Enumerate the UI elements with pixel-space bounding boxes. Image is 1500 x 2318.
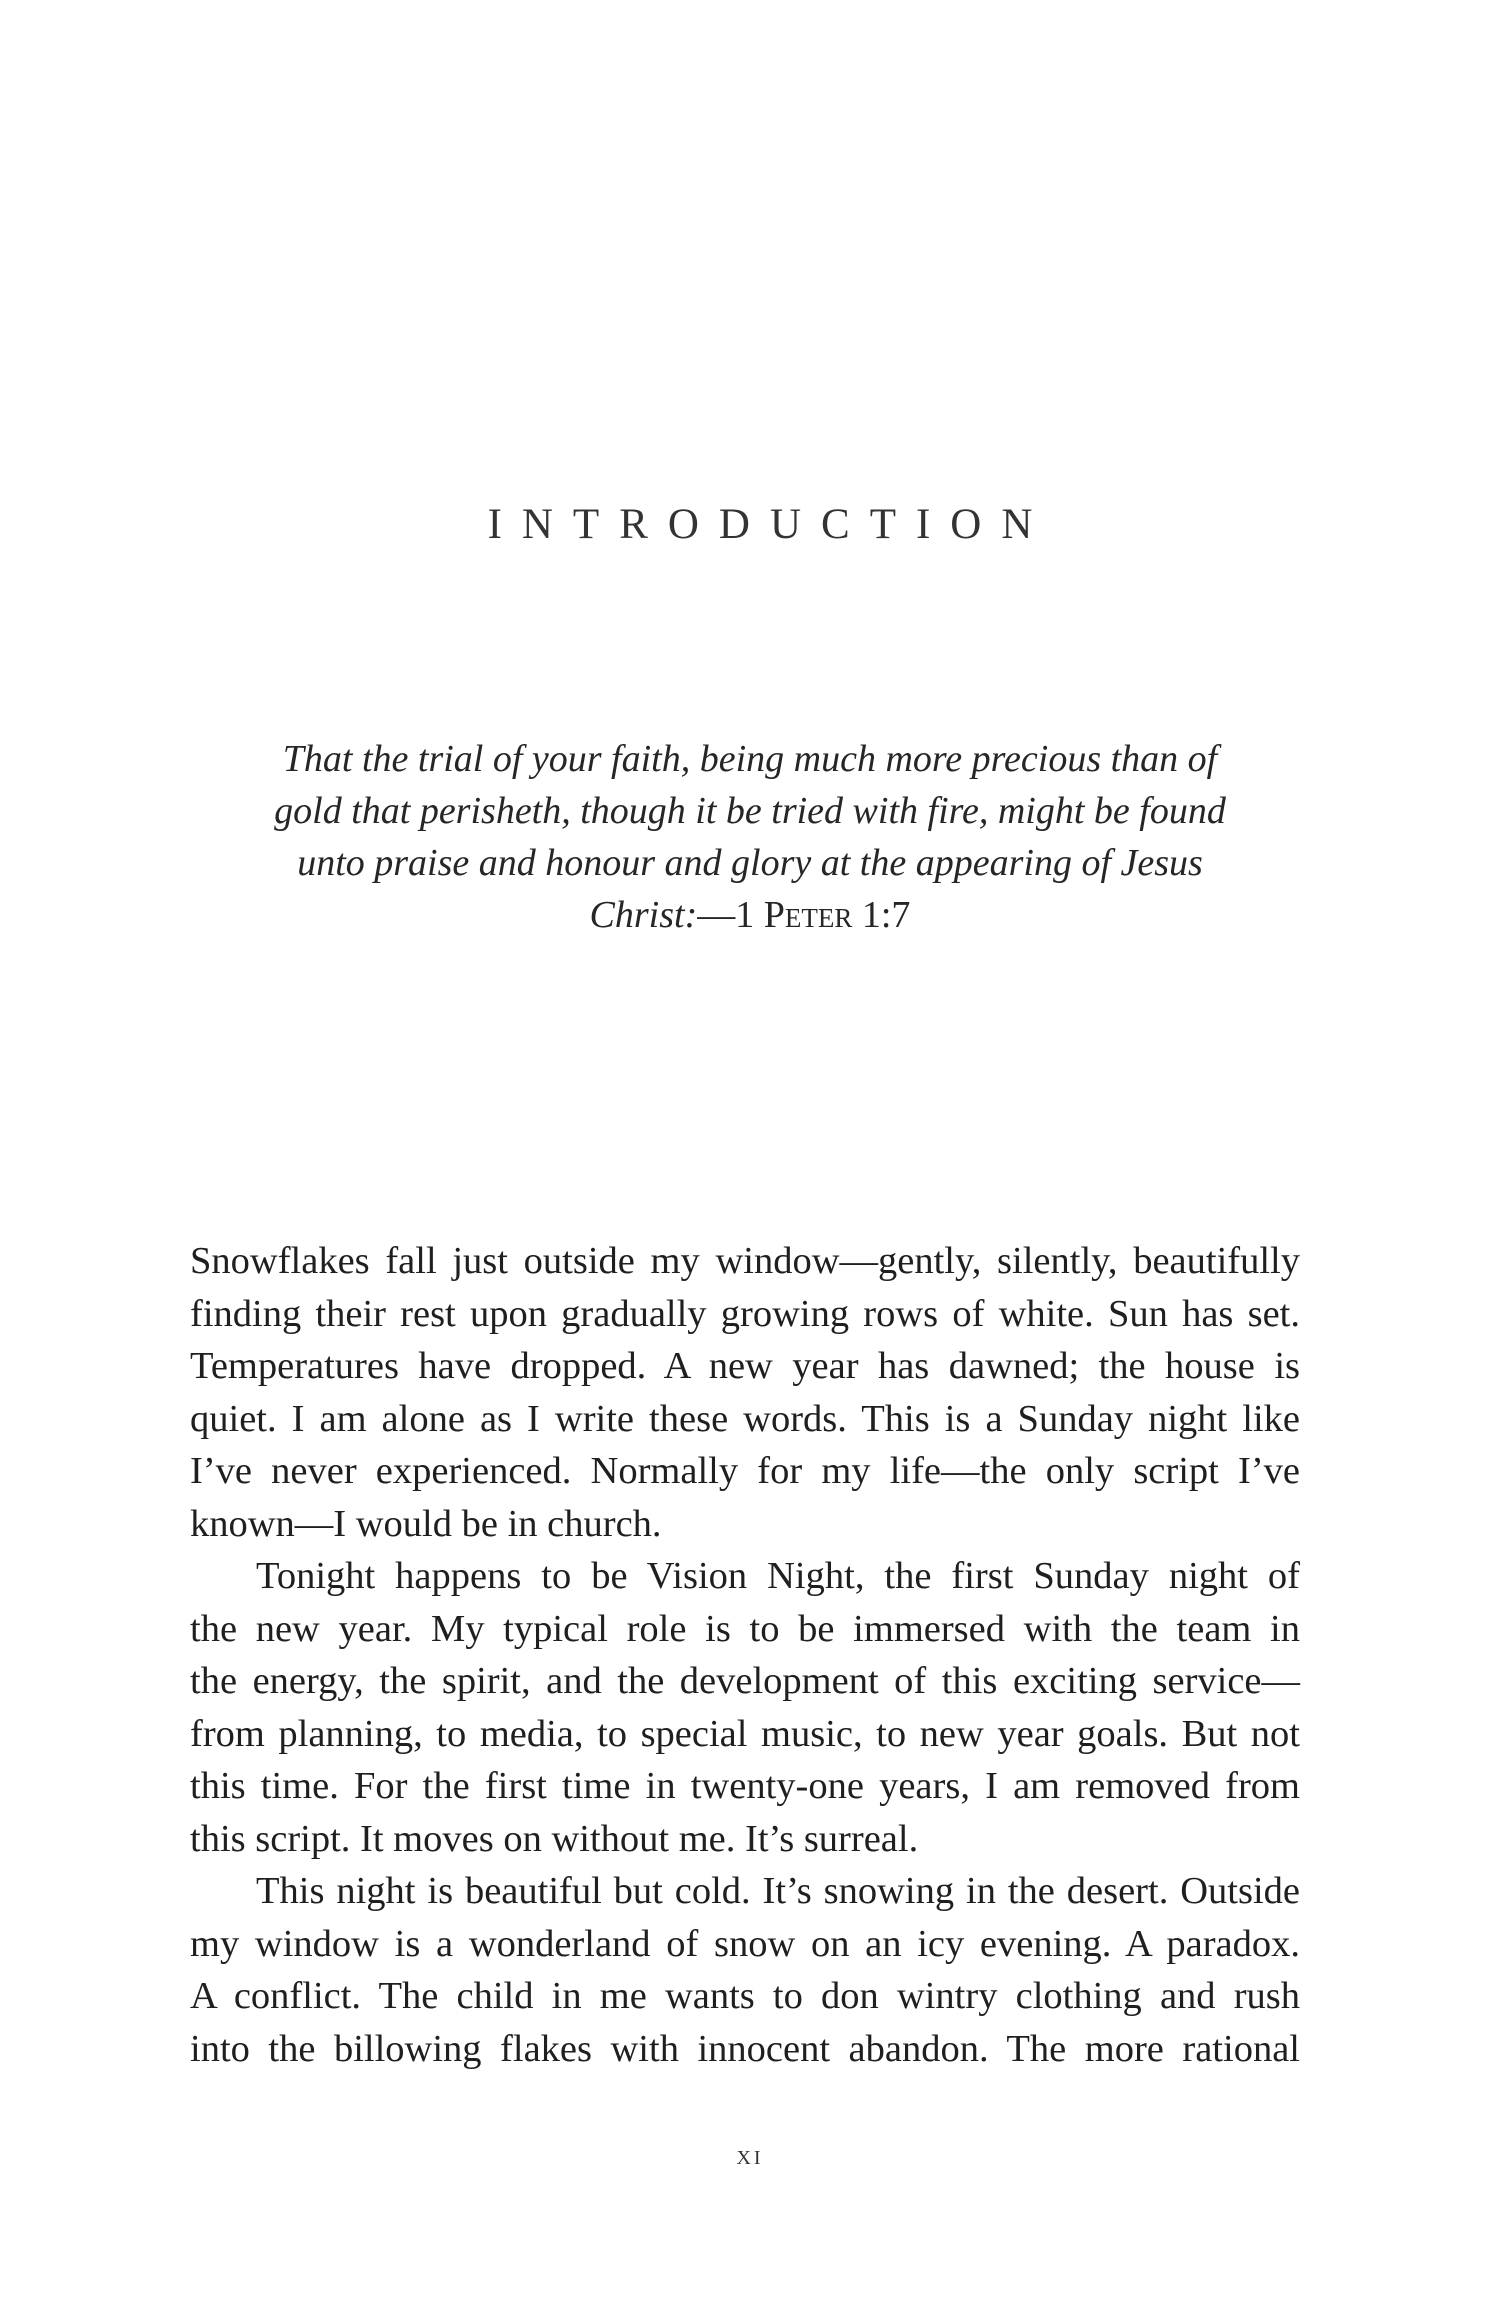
text-line: This night is beautiful but cold. It’s snowing in the desert. Outside	[256, 1870, 1300, 1912]
epigraph-citation: —1 Peter 1:7	[697, 894, 911, 936]
text-line: Snowflakes fall just outside my window—gently, silently, beautifully	[190, 1240, 1300, 1282]
text-line: this script. It moves on without me. It’s surreal.	[190, 1817, 919, 1860]
body-text	[190, 1235, 1300, 2075]
paragraph-2	[190, 1550, 1300, 1865]
text-line: quiet. I am alone as I write these words. This is a Sunday night like	[190, 1397, 1300, 1440]
epigraph-last-line	[240, 889, 1260, 941]
text-line: this time. For the first time in twenty-one years, I am removed from	[190, 1765, 1300, 1807]
text-line: Temperatures have dropped. A new year has dawned; the house is	[190, 1345, 1300, 1387]
page-number: xi	[736, 2140, 764, 2171]
text-line: A conflict. The child in me wants to don wintry clothing and rush	[190, 1975, 1300, 2017]
text-line: I’ve never experienced. Normally for my life—the only script I’ve	[190, 1450, 1300, 1492]
epigraph-last-words: Christ:	[589, 894, 698, 936]
text-line: the new year. My typical role is to be immersed with the team in	[190, 1607, 1300, 1650]
text-line: Tonight happens to be Vision Night, the first Sunday night of	[256, 1555, 1300, 1597]
chapter-title: INTRODUCTION	[487, 501, 1053, 548]
text-line: finding their rest upon gradually growing rows of white. Sun has set.	[190, 1292, 1300, 1335]
text-line: my window is a wonderland of snow on an icy evening. A paradox.	[190, 1922, 1300, 1965]
text-line: the energy, the spirit, and the development of this exciting service—	[190, 1660, 1300, 1702]
epigraph	[240, 733, 1260, 941]
epigraph-line: That the trial of your faith, being much more precious than of	[282, 738, 1218, 780]
paragraph-3	[190, 1865, 1300, 2075]
epigraph-line: gold that perisheth, though it be tried with fire, might be found	[274, 790, 1226, 832]
text-line: known—I would be in church.	[190, 1502, 662, 1545]
text-line: from planning, to media, to special music, to new year goals. But not	[190, 1712, 1300, 1755]
epigraph-line: unto praise and honour and glory at the appearing of Jesus	[297, 842, 1203, 884]
paragraph-1	[190, 1235, 1300, 1550]
text-line: into the billowing flakes with innocent abandon. The more rational	[190, 2027, 1300, 2070]
